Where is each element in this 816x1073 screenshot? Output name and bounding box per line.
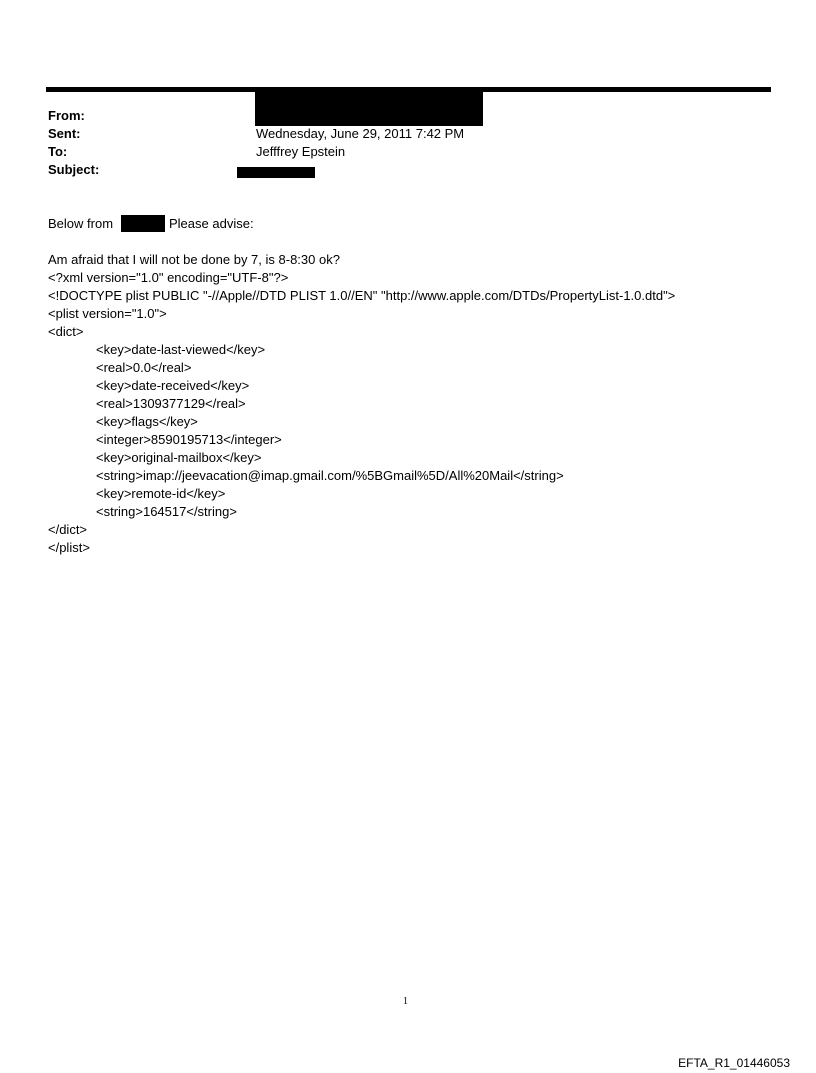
sent-value: Wednesday, June 29, 2011 7:42 PM bbox=[256, 126, 465, 141]
plist-close-line: </plist> bbox=[48, 540, 90, 555]
plist-entry-line: <string>164517</string> bbox=[96, 504, 237, 519]
plist-entry-line: <integer>8590195713</integer> bbox=[96, 432, 282, 447]
from-redaction bbox=[255, 92, 483, 126]
plist-open-line: <plist version="1.0"> bbox=[48, 306, 167, 321]
plist-entry-line: <key>date-received</key> bbox=[96, 378, 250, 393]
from-label: From: bbox=[48, 108, 85, 123]
xml-declaration-line: <?xml version="1.0" encoding="UTF-8"?> bbox=[48, 270, 289, 285]
sent-label: Sent: bbox=[48, 126, 81, 141]
subject-label: Subject: bbox=[48, 162, 100, 177]
subject-redaction bbox=[237, 167, 315, 178]
plist-entry-line: <key>flags</key> bbox=[96, 414, 198, 429]
plist-entry-line: <string>imap://jeevacation@imap.gmail.com/%5BGmail%5D/All%20Mail</string> bbox=[96, 468, 564, 483]
plist-entry-line: <real>1309377129</real> bbox=[96, 396, 246, 411]
intro-text-after: Please advise: bbox=[169, 216, 254, 231]
bates-number: EFTA_R1_01446053 bbox=[678, 1056, 790, 1070]
plist-entry-line: <real>0.0</real> bbox=[96, 360, 192, 375]
dict-close-line: </dict> bbox=[48, 522, 88, 537]
dict-open-line: <dict> bbox=[48, 324, 84, 339]
message-line: Am afraid that I will not be done by 7, is 8-8:30 ok? bbox=[48, 252, 340, 267]
plist-entry-line: <key>original-mailbox</key> bbox=[96, 450, 262, 465]
page-number: 1 bbox=[403, 996, 408, 1007]
intro-redaction bbox=[121, 215, 165, 232]
to-value: Jefffrey Epstein bbox=[256, 144, 346, 159]
doctype-line: <!DOCTYPE plist PUBLIC "-//Apple//DTD PLIST 1.0//EN" "http://www.apple.com/DTDs/PropertyList-1.0.dtd"> bbox=[48, 288, 676, 303]
intro-text-before: Below from bbox=[48, 216, 114, 231]
to-label: To: bbox=[48, 144, 68, 159]
plist-entry-line: <key>remote-id</key> bbox=[96, 486, 226, 501]
plist-entry-line: <key>date-last-viewed</key> bbox=[96, 342, 266, 357]
